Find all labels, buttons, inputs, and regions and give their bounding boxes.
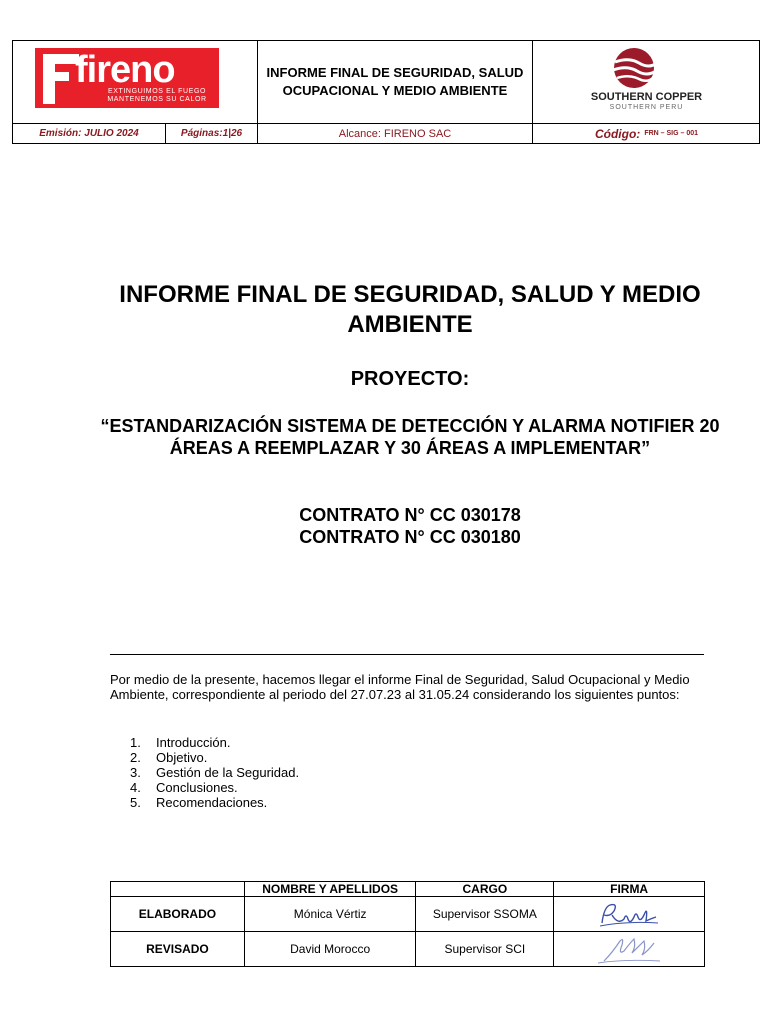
row-label: ELABORADO — [111, 897, 245, 932]
signature-image — [594, 899, 664, 929]
table-header-cell: CARGO — [416, 882, 554, 897]
row-name: David Morocco — [244, 932, 416, 967]
table-row — [111, 897, 705, 932]
table-header-cell: NOMBRE Y APELLIDOS — [244, 882, 416, 897]
contrato-2: CONTRATO N° CC 030180 — [299, 527, 521, 547]
table-header-row — [111, 882, 705, 897]
table-header-cell — [111, 882, 245, 897]
row-name: Mónica Vértiz — [244, 897, 416, 932]
alcance-field: Alcance: FIRENO SAC — [257, 123, 532, 144]
list-item: 4. Conclusiones. — [130, 780, 238, 795]
signature-image — [594, 933, 664, 965]
points-list — [130, 735, 299, 810]
paginas-field: Páginas:1|26 — [165, 123, 257, 144]
table-row — [111, 932, 705, 967]
header-bottom-row — [13, 123, 759, 144]
codigo-label: Código: — [594, 126, 641, 141]
header-top-row — [13, 41, 759, 124]
row-label: REVISADO — [111, 932, 245, 967]
southern-logo-cell — [532, 41, 760, 123]
codigo-field — [532, 123, 760, 144]
fireno-slogan: EXTINGUIMOS EL FUEGO MANTENEMOS SU CALOR — [107, 88, 207, 103]
emision-field: Emisión: JULIO 2024 — [39, 128, 139, 139]
list-item: 3. Gestión de la Seguridad. — [130, 765, 300, 780]
intro-paragraph: Por medio de la presente, hacemos llegar el informe Final de Seguridad, Salud Ocupacional y Medio Ambiente, correspondiente al periodo del 27.07.23 al 31.05.24 considerando los siguientes puntos: — [110, 672, 690, 702]
codigo-value: FRN – SIG – 001 — [644, 130, 699, 137]
separator-line — [110, 654, 704, 655]
header-title: INFORME FINAL DE SEGURIDAD, SALUD OCUPACIONAL Y MEDIO AMBIENTE — [257, 41, 532, 123]
row-cargo: Supervisor SCI — [416, 932, 554, 967]
southern-copper-logo-icon — [609, 47, 659, 89]
document-header — [12, 40, 760, 144]
southern-copper-name: SOUTHERN COPPER — [590, 91, 703, 103]
signature-cell — [554, 897, 705, 932]
signature-cell — [554, 932, 705, 967]
list-item: 2. Objetivo. — [130, 750, 208, 765]
proyecto-label: PROYECTO: — [350, 368, 470, 390]
row-cargo: Supervisor SSOMA — [416, 897, 554, 932]
list-item: 5. Recomendaciones. — [130, 795, 268, 810]
contrato-1: CONTRATO N° CC 030178 — [299, 505, 521, 525]
document-title: INFORME FINAL DE SEGURIDAD, SALUD Y MEDIO AMBIENTE — [119, 281, 701, 338]
fireno-logo — [35, 48, 219, 108]
table-header-cell: FIRMA — [554, 882, 705, 897]
fireno-wordmark: fireno — [75, 49, 175, 91]
project-name: “ESTANDARIZACIÓN SISTEMA DE DETECCIÓN Y ALARMA NOTIFIER 20 ÁREAS A REEMPLAZAR Y 30 ÁREAS A IMPLEMENTAR” — [100, 416, 720, 458]
southern-peru-name: SOUTHERN PERU — [609, 104, 684, 111]
fireno-logo-cell — [13, 41, 257, 123]
signature-table — [110, 881, 705, 967]
list-item: 1. Introducción. — [130, 735, 231, 750]
